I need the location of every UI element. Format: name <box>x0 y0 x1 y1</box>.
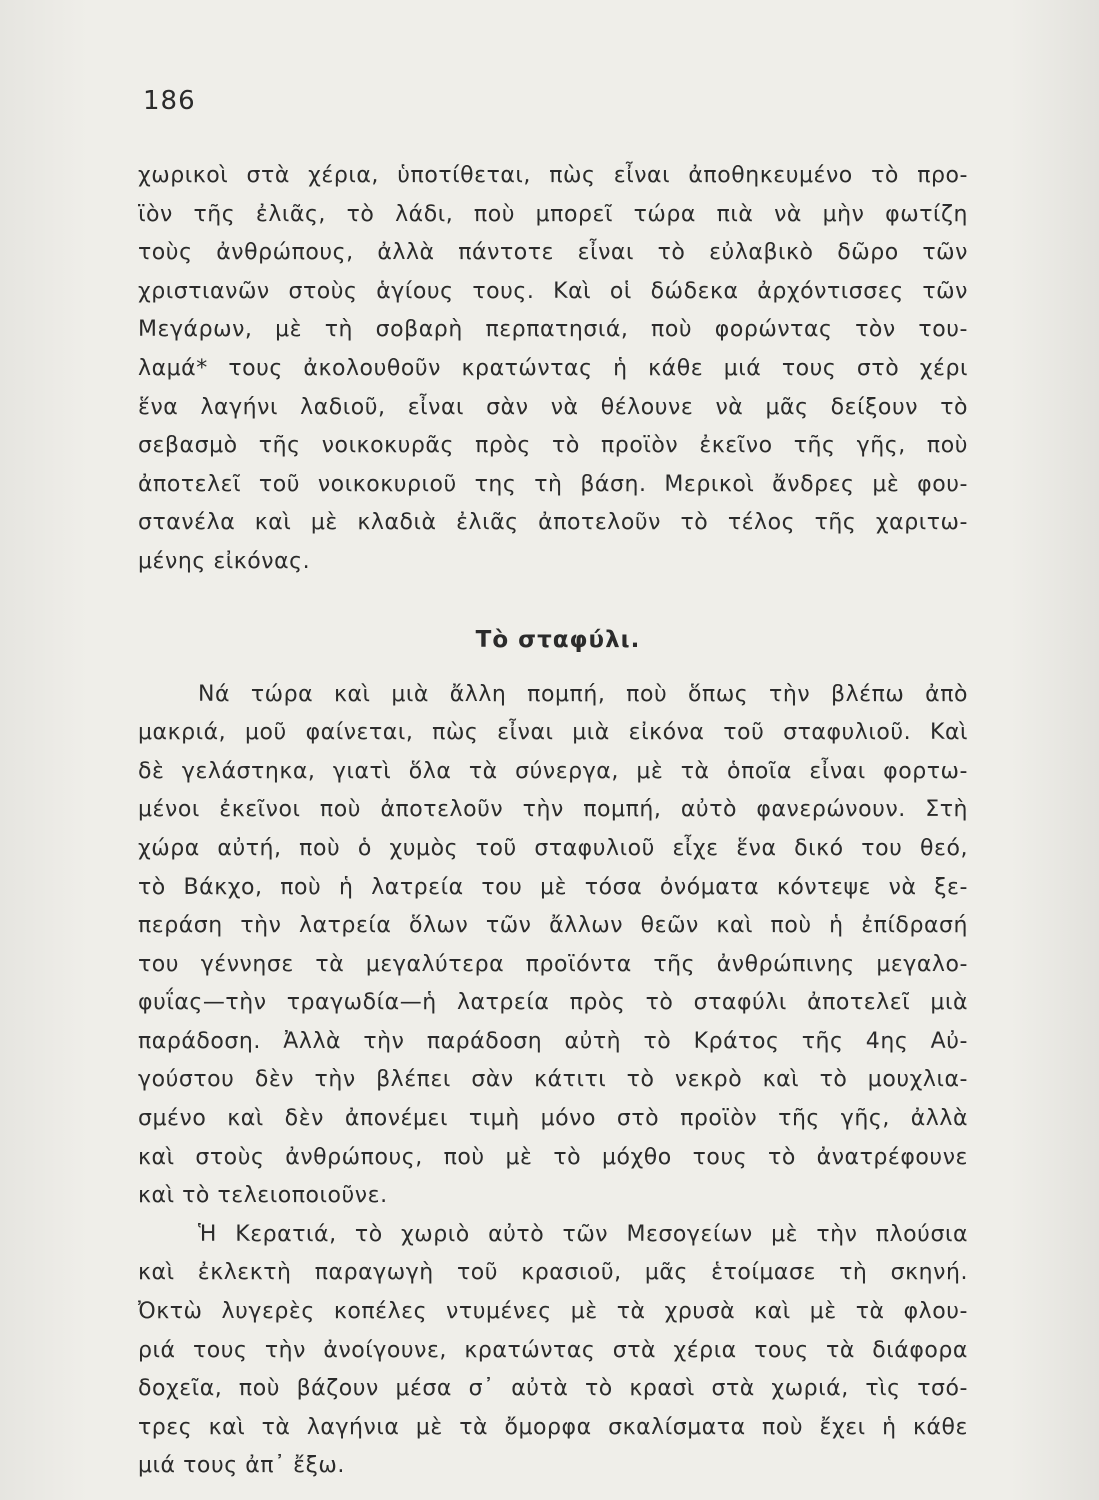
text-line: λαμά* τους ἀκολουθοῦν κρατώντας ἡ κάθε μιά τους στὸ χέρι <box>138 355 968 381</box>
text-line: στανέλα καὶ μὲ κλαδιὰ ἐλιᾶς ἀποτελοῦν τὸ τέλος τῆς χαριτω- <box>138 510 968 536</box>
text-line: μακριά, μοῦ φαίνεται, πὼς εἶναι μιὰ εἰκόνα τοῦ σταφυλιοῦ. Καὶ <box>138 720 968 746</box>
text-line: ϊὸν τῆς ἐλιᾶς, τὸ λάδι, ποὺ μπορεῖ τώρα πιὰ νὰ μὴν φωτίζη <box>138 201 968 227</box>
text-line: τοὺς ἀνθρώπους, ἀλλὰ πάντοτε εἶναι τὸ εὐλαβικὸ δῶρο τῶν <box>138 240 968 266</box>
text-line: καὶ τὸ τελειοποιοῦνε. <box>138 1183 388 1209</box>
text-line: μένοι ἐκεῖνοι ποὺ ἀποτελοῦν τὴν πομπή, αὐτὸ φανερώνουν. Στὴ <box>138 797 968 823</box>
text-line: μιά τους ἀπ᾽ ἔξω. <box>138 1453 345 1479</box>
page-number: 186 <box>143 86 196 116</box>
section-gap <box>138 582 968 616</box>
paragraph-1 <box>138 157 968 582</box>
text-line: δὲ γελάστηκα, γιατὶ ὅλα τὰ σύνεργα, μὲ τὰ ὁποῖα εἶναι φορτω- <box>138 758 968 784</box>
text-line: γούστου δὲν τὴν βλέπει σὰν κάτιτι τὸ νεκρὸ καὶ τὸ μουχλια- <box>138 1067 968 1093</box>
text-line: σεβασμὸ τῆς νοικοκυρᾶς πρὸς τὸ προϊὸν ἐκεῖνο τῆς γῆς, ποὺ <box>138 433 968 459</box>
text-line: φυΐας—τὴν τραγωδία—ἡ λατρεία πρὸς τὸ σταφύλι ἀποτελεῖ μιὰ <box>138 990 968 1016</box>
text-line: καὶ στοὺς ἀνθρώπους, ποὺ μὲ τὸ μόχθο τους τὸ ἀνατρέφουνε <box>138 1144 968 1170</box>
text-line: ἀποτελεῖ τοῦ νοικοκυριοῦ της τὴ βάση. Μερικοὶ ἄνδρες μὲ φου- <box>138 471 968 497</box>
paragraph-2 <box>138 676 968 1216</box>
text-line: ριά τους τὴν ἀνοίγουνε, κρατώντας στὰ χέρια τους τὰ διάφορα <box>138 1337 968 1363</box>
paragraph-3 <box>138 1216 968 1486</box>
text-line: ἕνα λαγήνι λαδιοῦ, εἶναι σὰν νὰ θέλουνε νὰ μᾶς δείξουν τὸ <box>138 394 968 420</box>
section-gap <box>138 664 968 676</box>
text-line: Ὀκτὼ λυγερὲς κοπέλες ντυμένες μὲ τὰ χρυσὰ καὶ μὲ τὰ φλου- <box>138 1299 968 1325</box>
text-line: χώρα αὐτή, ποὺ ὁ χυμὸς τοῦ σταφυλιοῦ εἶχε ἕνα δικό του θεό, <box>138 835 968 861</box>
text-line: Νά τώρα καὶ μιὰ ἄλλη πομπή, ποὺ ὅπως τὴν βλέπω ἀπὸ <box>198 681 968 707</box>
text-line: χωρικοὶ στὰ χέρια, ὑποτίθεται, πὼς εἶναι ἀποθηκευμένο τὸ προ- <box>138 163 968 188</box>
text-line: τρες καὶ τὰ λαγήνια μὲ τὰ ὄμορφα σκαλίσματα ποὺ ἔχει ἡ κάθε <box>138 1414 968 1440</box>
text-line: μένης εἰκόνας. <box>138 548 311 574</box>
text-line: δοχεῖα, ποὺ βάζουν μέσα σ᾽ αὐτὰ τὸ κρασὶ στὰ χωριά, τὶς τσό- <box>138 1376 968 1402</box>
text-line: χριστιανῶν στοὺς ἁγίους τους. Καὶ οἱ δώδεκα ἀρχόντισσες τῶν <box>138 278 968 304</box>
text-line: Ἡ Κερατιά, τὸ χωριὸ αὐτὸ τῶν Μεσογείων μὲ τὴν πλούσια <box>198 1221 968 1247</box>
text-line: παράδοση. Ἀλλὰ τὴν παράδοση αὐτὴ τὸ Κράτος τῆς 4ης Αὐ- <box>138 1028 968 1054</box>
text-block <box>138 157 968 1486</box>
text-line: Μεγάρων, μὲ τὴ σοβαρὴ περπατησιά, ποὺ φορώντας τὸν του- <box>138 317 968 343</box>
text-line: τὸ Βάκχο, ποὺ ἡ λατρεία του μὲ τόσα ὀνόματα κόντεψε νὰ ξε- <box>138 874 968 900</box>
text-line: του γέννησε τὰ μεγαλύτερα προϊόντα τῆς ἀνθρώπινης μεγαλο- <box>138 951 968 977</box>
section-heading: Τὸ σταφύλι. <box>475 626 641 653</box>
text-line: καὶ ἐκλεκτὴ παραγωγὴ τοῦ κρασιοῦ, μᾶς ἑτοίμασε τὴ σκηνή. <box>138 1260 968 1286</box>
text-line: σμένο καὶ δὲν ἀπονέμει τιμὴ μόνο στὸ προϊὸν τῆς γῆς, ἀλλὰ <box>138 1106 968 1132</box>
text-line: περάση τὴν λατρεία ὅλων τῶν ἄλλων θεῶν καὶ ποὺ ἡ ἐπίδρασή <box>138 913 968 939</box>
